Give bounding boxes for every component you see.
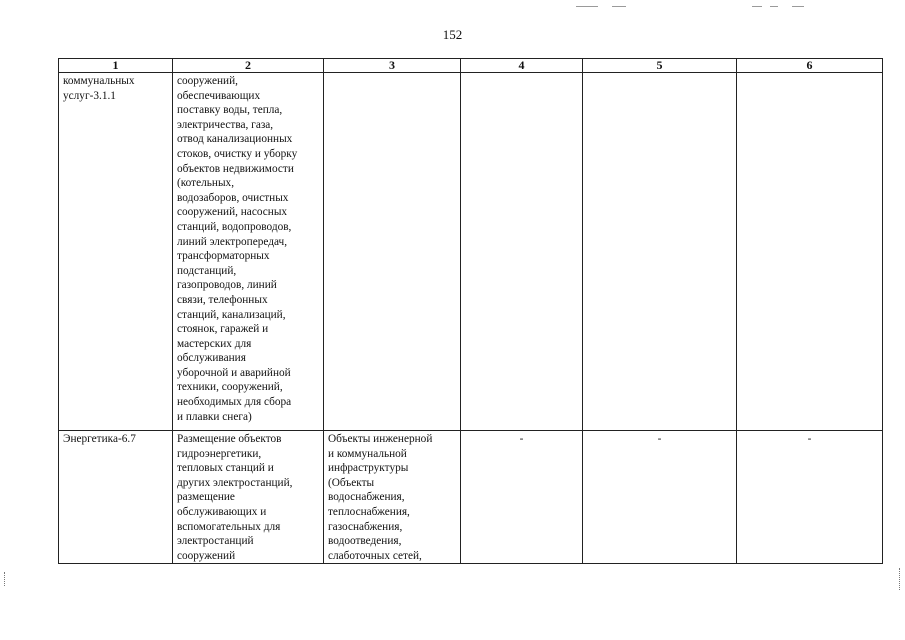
table-cell: коммунальных услуг-3.1.1	[59, 73, 173, 431]
page-number: 152	[442, 27, 463, 42]
column-header: 4	[461, 59, 583, 73]
table-cell: сооружений, обеспечивающих поставку воды, тепла, электричества, газа, отвод канализационных стоков, очистку и уборку объектов недвижимости (котельных, водозаборов, очистных сооружений, насосных станций, водопроводов, линий электропередач, трансформаторных подстанций, газопроводов, линий связи, телефонных станций, канализаций, стоянок, гаражей и мастерских для обслуживания уборочной и аварийной техники, сооружений, необходимых для сбора и плавки снега)	[173, 73, 324, 431]
table-row	[59, 431, 883, 564]
column-header: 3	[324, 59, 461, 73]
table-cell	[583, 73, 737, 431]
table-cell	[461, 73, 583, 431]
scan-artifact	[752, 6, 762, 7]
table-header-row	[59, 59, 883, 73]
table-cell	[324, 73, 461, 431]
table-cell: -	[461, 431, 583, 564]
scan-artifact	[770, 6, 778, 7]
scan-artifact	[576, 6, 598, 7]
table-cell: Энергетика-6.7	[59, 431, 173, 564]
column-header: 6	[737, 59, 883, 73]
scan-artifact	[792, 6, 804, 7]
column-header: 1	[59, 59, 173, 73]
scan-artifact	[899, 568, 902, 590]
table-cell: -	[583, 431, 737, 564]
table-cell	[737, 73, 883, 431]
table-cell: Объекты инженерной и коммунальной инфраструктуры (Объекты водоснабжения, теплоснабжения, газоснабжения, водоотведения, слаботочных сетей,	[324, 431, 461, 564]
column-header: 5	[583, 59, 737, 73]
column-header: 2	[173, 59, 324, 73]
document-table	[58, 58, 883, 564]
table-row	[59, 73, 883, 431]
table-cell: -	[737, 431, 883, 564]
scan-artifact	[612, 6, 626, 7]
scan-artifact	[4, 572, 7, 586]
table-cell: Размещение объектов гидроэнергетики, тепловых станций и других электростанций, размещение обслуживающих и вспомогательных для электростанций сооружений	[173, 431, 324, 564]
